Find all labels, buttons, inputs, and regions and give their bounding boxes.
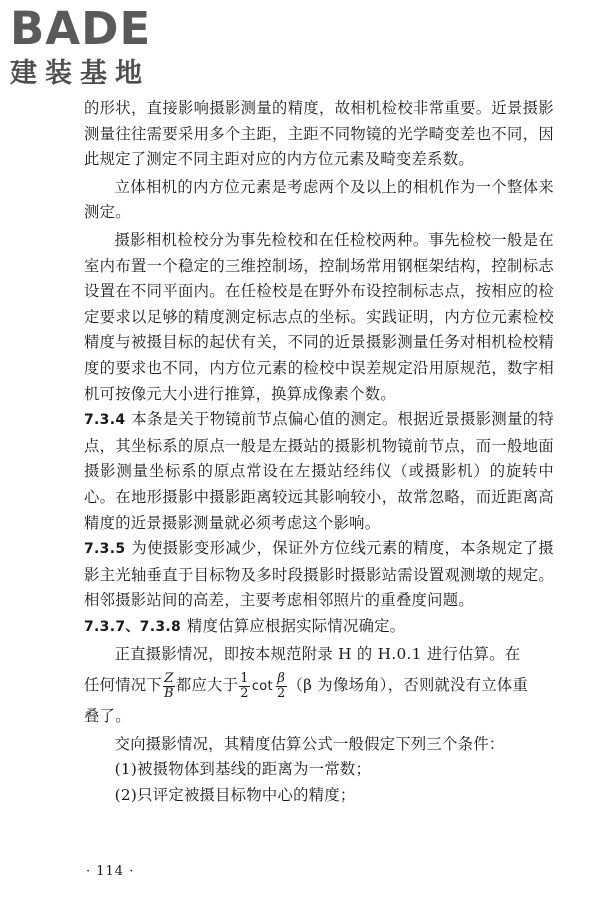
paragraph-cross-case: 交向摄影情况，其精度估算公式一般假定下列三个条件： [114,734,505,753]
section-text: 为使摄影变形减少，保证外方位线元素的精度，本条规定了摄影主光轴垂直于目标物及多时段摄影时摄影站需设置观测墩的规定。相邻摄影站间的高差，主要考虑相邻照片的重叠度问题。 [84,539,554,610]
section-number: 7.3.5 [84,541,126,558]
list-item: (2)只评定被摄目标物中心的精度； [114,785,356,804]
fraction-one-half [239,672,250,701]
fraction-numerator: 1 [240,670,249,686]
page-number: · 114 · [86,864,135,879]
list-item: (1)被摄物体到基线的距离为一常数； [114,760,372,779]
fraction-denominator: 2 [240,685,249,701]
section-text: 本条是关于物镜前节点偏心值的测定。根据近景摄影测量的特点，其坐标系的原点一般是左摄站的摄影机物镜前节点，而一般地面摄影测量坐标系的原点常设在左摄站经纬仪（或摄影机）的旋转中心。在地形摄影中摄影距离较远其影响较小，故常忽略，而近距离高精度的近景摄影测量就必须考虑这个影响。 [84,410,554,532]
section-7-3-4 [84,407,554,536]
formula-text-b: 都应大于 [175,676,239,695]
paragraph-formula [84,668,554,704]
formula-text-c: （β 为像场角），否则就没有立体重 [287,676,529,695]
cot-function: cot [251,679,273,695]
section-7-3-7-8 [84,614,554,641]
logo-wordmark: BADE [10,2,152,55]
section-number: 7.3.7、7.3.8 [84,618,182,635]
page-body [84,96,554,808]
brand-logo [8,4,178,92]
formula-text-a: 任何情况下 [84,676,162,695]
paragraph-stereo-camera: 立体相机的内方位元素是考虑两个及以上的相机作为一个整体来测定。 [84,177,554,222]
section-7-3-5 [84,536,554,614]
fraction-z-over-b [163,672,175,701]
paragraph-normal-case: 正直摄影情况，即按本规范附录 H 的 H.0.1 进行估算。在 [114,645,521,664]
logo-subtitle: 建装基地 [10,58,150,89]
section-number: 7.3.4 [84,412,126,429]
paragraph-continued: 的形状，直接影响摄影测量的精度，故相机检校非常重要。近景摄影测量往往需要采用多个主距，主距不同物镜的光学畸变差也不同，因此规定了测定不同主距对应的内方位元素及畸变差系数。 [84,99,554,169]
fraction-numerator: Z [164,670,174,686]
fraction-beta-half [276,672,287,701]
section-text: 精度估算应根据实际情况确定。 [187,616,406,635]
paragraph-calibration: 摄影相机检校分为事先检校和在任检校两种。事先检校一般是在室内布置一个稳定的三维控制场，控制场常用钢框架结构，控制标志设置在不同平面内。在任检校是在野外布设控制标志点，按相应的检定要求以足够的精度测定标志点的坐标。实践证明，内方位元素检校精度与被摄目标的起伏有关，不同的近景摄影测量任务对相机检校精度的要求也不同，内方位元素的检校中误差规定沿用原规范，数字相机可按像元大小进行推算，换算成像素个数。 [84,230,554,403]
fraction-denominator: B [164,685,174,701]
fraction-numerator: β [277,670,286,686]
paragraph-formula-end: 叠了。 [84,707,131,726]
fraction-denominator: 2 [276,685,286,701]
